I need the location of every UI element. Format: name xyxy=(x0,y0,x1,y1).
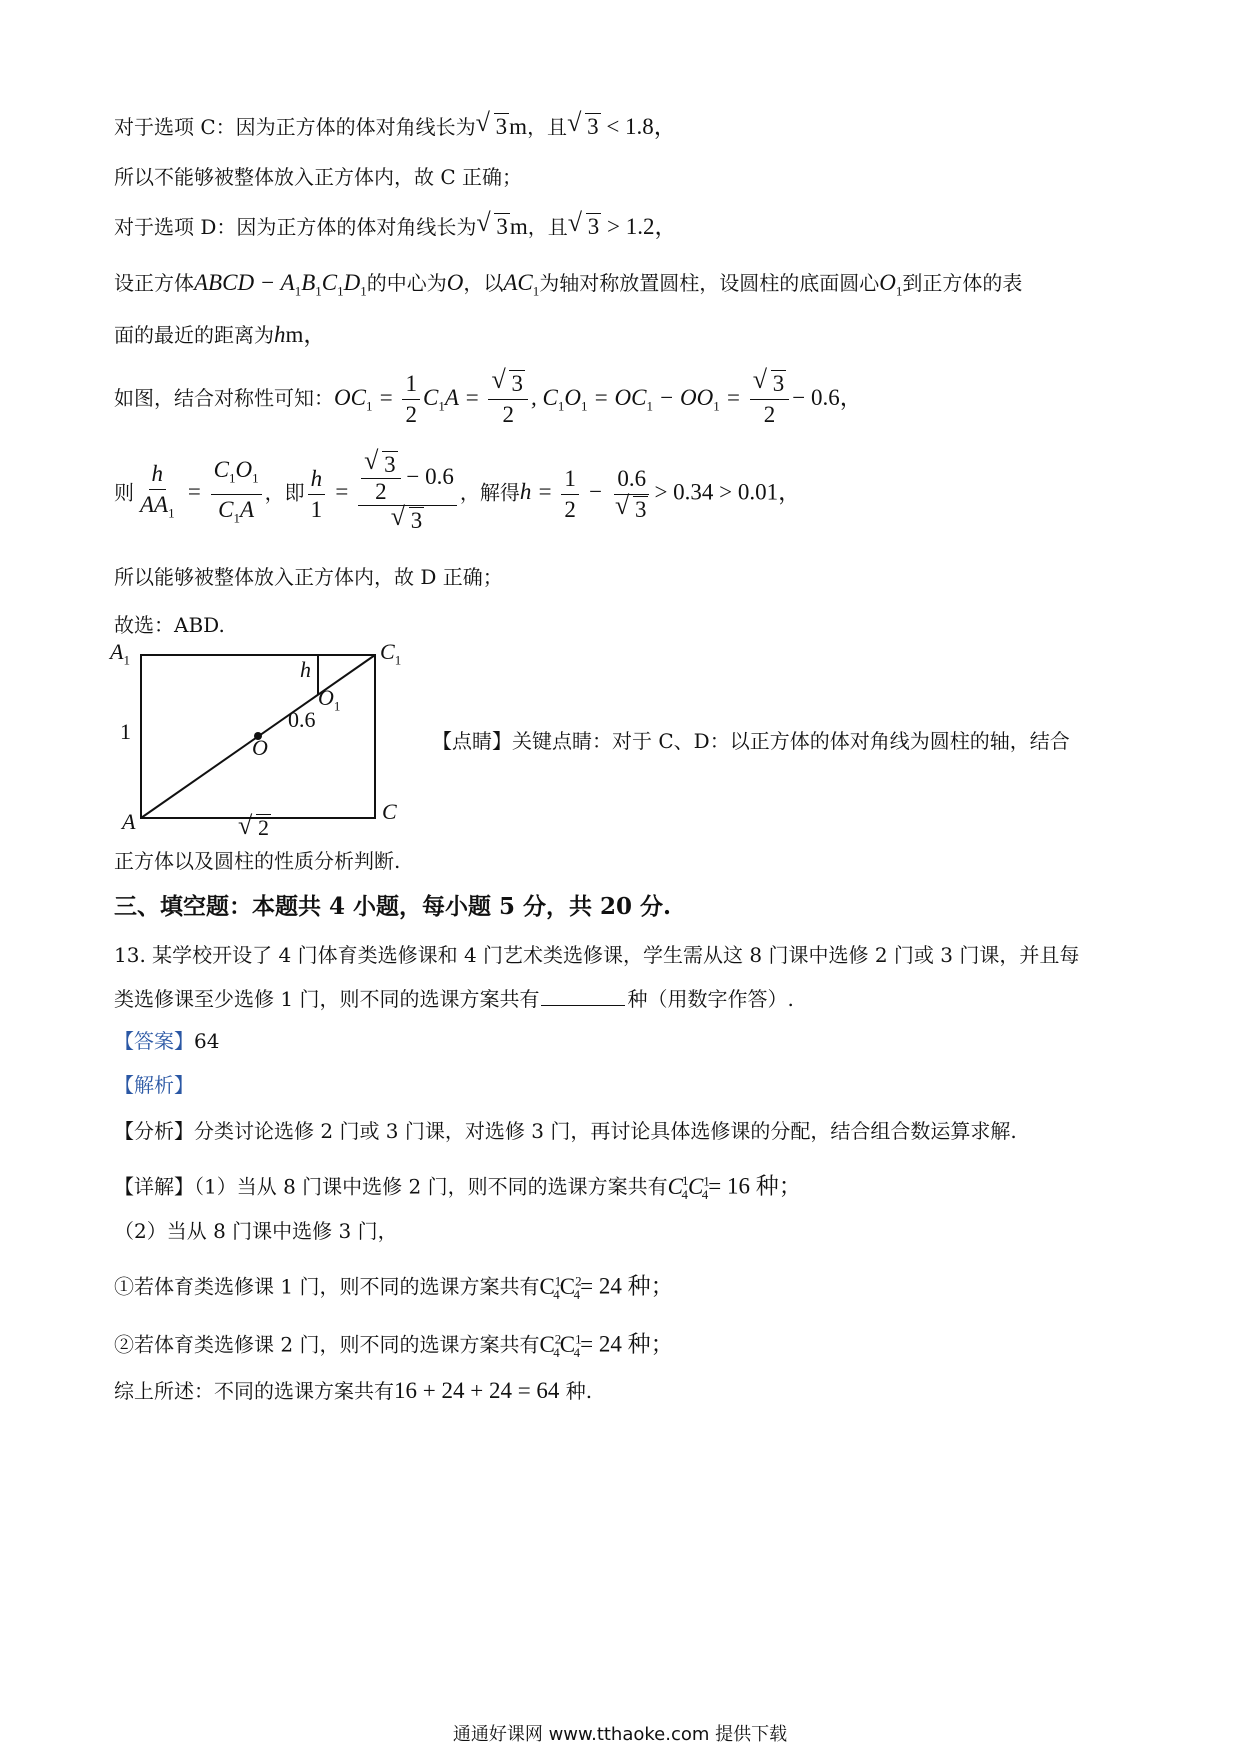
option-d-conclusion: 所以能够被整体放入正方体内，故 D 正确； xyxy=(114,565,503,589)
cube-setup-line: 设正方体ABCD − $A_1B_1C_1D_1$的中心为O，以$AC_1$为轴对称放置圆柱，设圆柱的底面圆心$O_1$到正方体的表 xyxy=(114,270,1023,299)
section-title: 三、填空题：本题共 4 小题，每小题 5 分，共 20 分. xyxy=(114,893,672,920)
key-point-note: 【点睛】关键点睛：对于 C、D：以正方体的体对角线为圆柱的轴，结合 xyxy=(432,729,1070,753)
case2-line: ②若体育类选修课 2 门，则不同的选课方案共有$C^2_4C^1_4= 24$ 种； xyxy=(114,1331,674,1361)
label-1: 1 xyxy=(120,719,131,744)
summary-line: 综上所述：不同的选课方案共有16 + 24 + 24 = 64 种. xyxy=(114,1378,593,1403)
q13-line1: 13. 某学校开设了 4 门体育类选修课和 4 门艺术类选修课，学生需从这 8 门课中选修 2 门或 3 门课，并且每 xyxy=(114,943,1080,967)
fenxi-line: 【分析】分类讨论选修 2 门或 3 门课，对选修 3 门，再讨论具体选修课的分配，结合组合数运算求解. xyxy=(114,1119,1017,1143)
distance-line: 面的最近的距离为hm， xyxy=(114,322,327,347)
xiangjie-part2: （2）当从 8 门课中选修 3 门， xyxy=(114,1219,398,1243)
label-a: A xyxy=(122,809,136,834)
label-sqrt2: √ 2 xyxy=(238,811,269,840)
label-06: 0.6 xyxy=(288,707,316,732)
page-footer[interactable]: 通通好课网 www.tthaoke.com 提供下载 xyxy=(452,1724,788,1745)
answer-blank xyxy=(541,985,625,1006)
q13-line2: 类选修课至少选修 1 门，则不同的选课方案共有 种（用数字作答）. xyxy=(114,987,794,1011)
ratio-equation: 则 $\frac{h}{AA_1}$ = $\frac{C_1O_1}{C_1A}$ ，即 $\frac{h}{1}$ = √ 3 2 − 0.6 √ 3 ，解得h = $\frac{1}{2}$ − 0.6 √ 3 > 0.34 > 0.01， xyxy=(114,446,802,533)
xiangjie-line: 【详解】（1）当从 8 门课中选修 2 门，则不同的选课方案共有$C^1_4C^1_4= 16$ 种； xyxy=(114,1173,802,1203)
label-h: h xyxy=(300,657,311,682)
label-o: O xyxy=(252,735,268,760)
option-c-line: 对于选项 C：因为正方体的体对角线长为 √ 3m，且 √ 3 < 1.8， xyxy=(114,108,677,139)
case1-line: ①若体育类选修课 1 门，则不同的选课方案共有$C^1_4C^2_4= 24$ 种； xyxy=(114,1273,674,1303)
option-d-line: 对于选项 D：因为正方体的体对角线长为 √ 3m，且 √ 3 > 1.2， xyxy=(114,208,678,239)
label-c: C xyxy=(382,799,397,824)
label-o1: $O_1$ xyxy=(318,685,341,714)
final-choice: 故选：ABD. xyxy=(114,613,225,637)
label-c1: $C_1$ xyxy=(380,639,402,668)
label-a1: $A_1$ xyxy=(110,639,130,668)
key-point-continued: 正方体以及圆柱的性质分析判断. xyxy=(114,849,401,873)
answer-line: 【答案】64 xyxy=(114,1029,220,1053)
analysis-tag: 【解析】 xyxy=(114,1073,194,1097)
symmetry-equation: 如图，结合对称性可知：$OC_1$ = $\frac{1}{2}$ $C_1A$ = √ 3 2 , $C_1O_1 = OC_1 - OO_1$ = √ 3 2 − 0.6， xyxy=(114,365,863,428)
option-c-conclusion: 所以不能够被整体放入正方体内，故 C 正确； xyxy=(114,165,523,189)
